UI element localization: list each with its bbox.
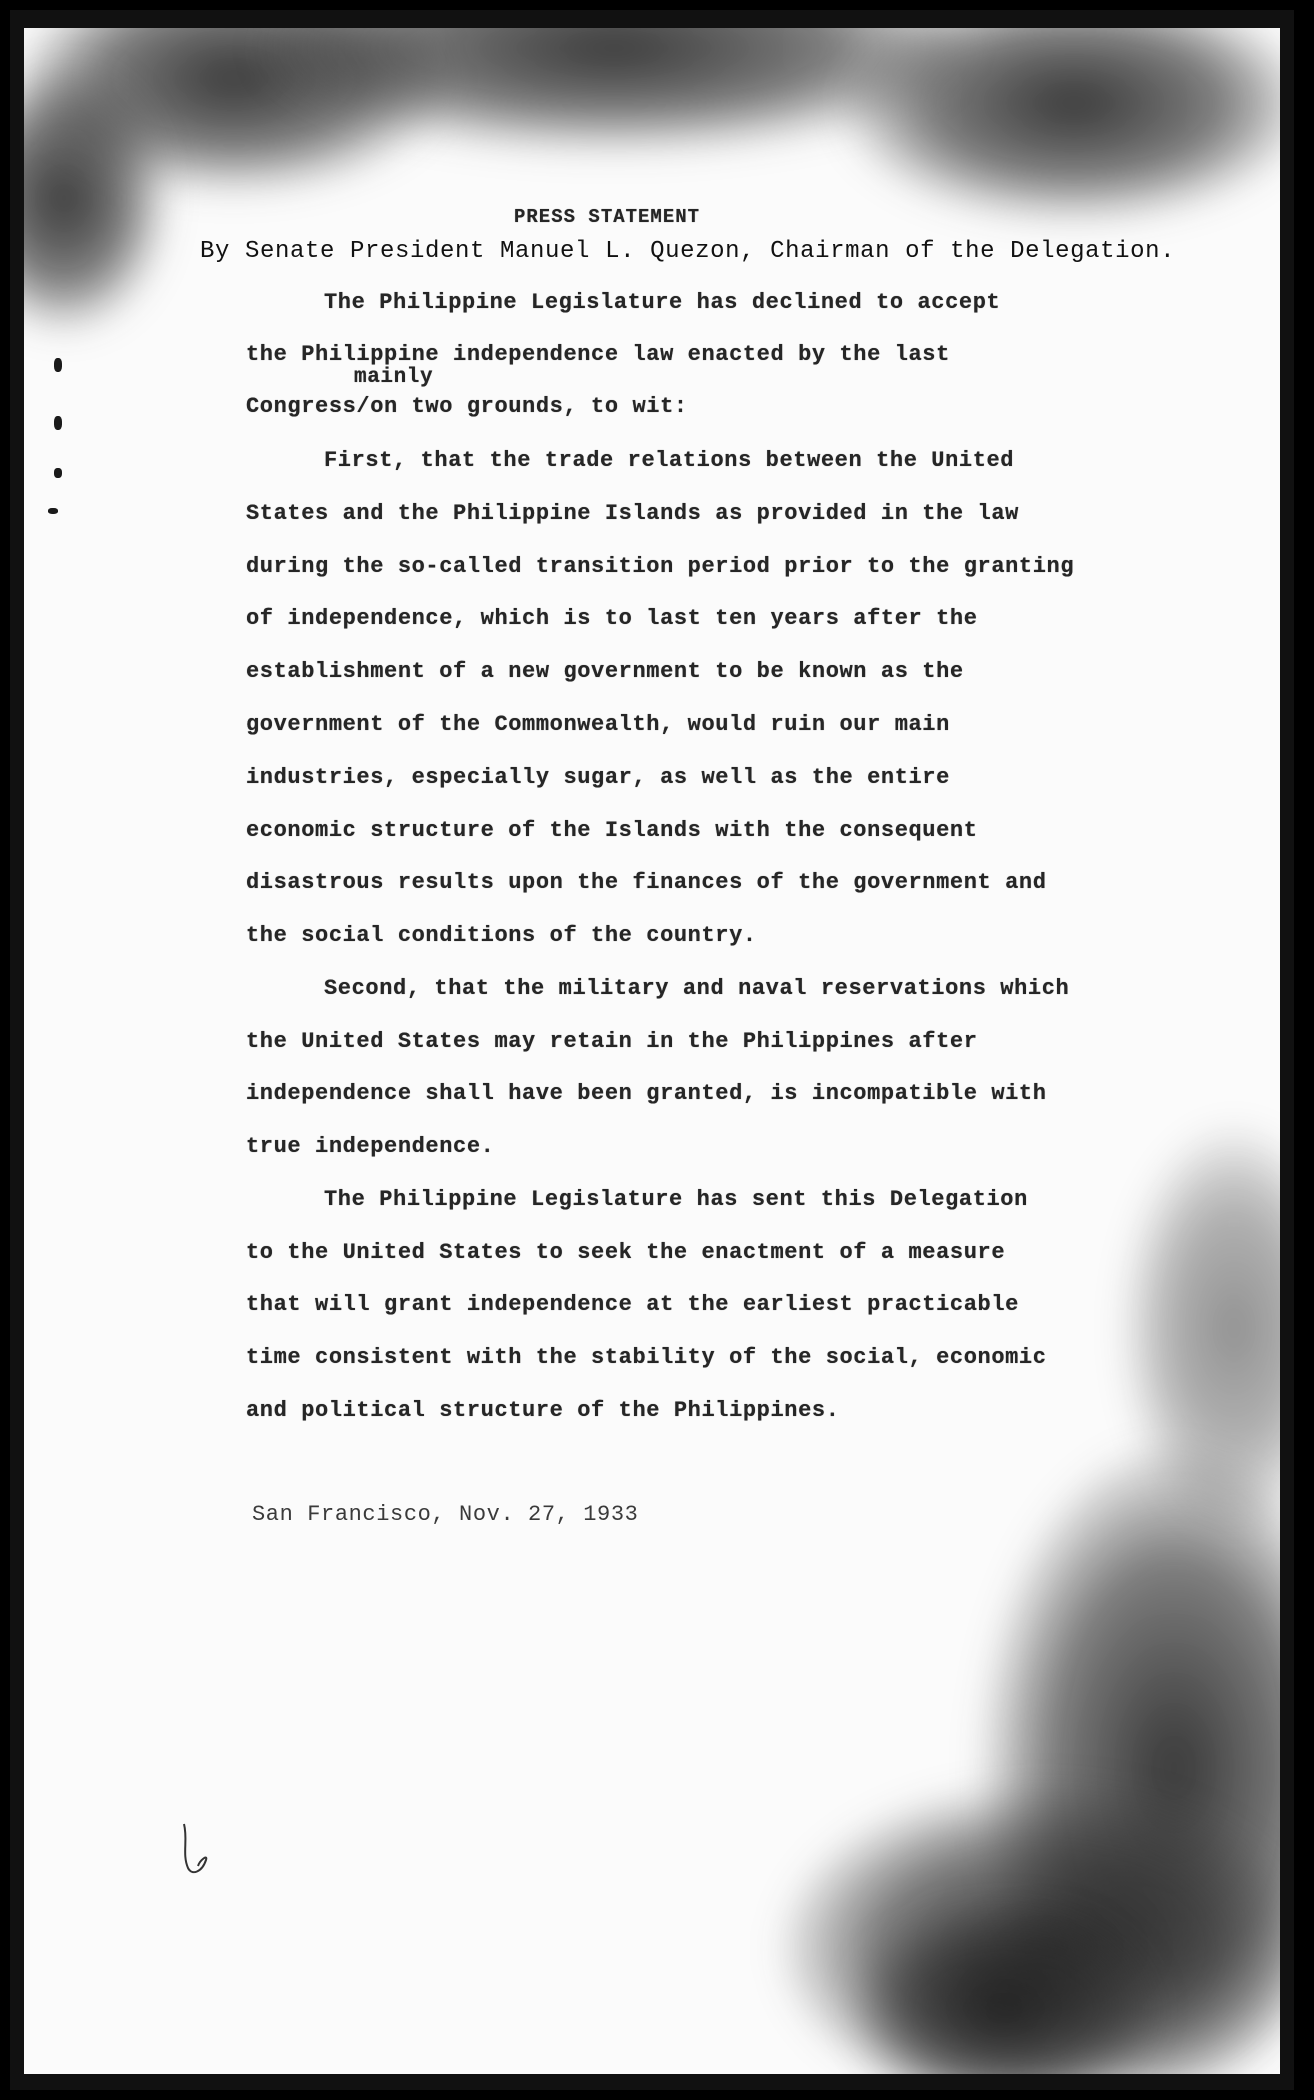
body-line: government of the Commonwealth, would ruin our main bbox=[246, 712, 950, 737]
pencil-mark-icon bbox=[176, 1820, 216, 1880]
body-line: the social conditions of the country. bbox=[246, 923, 757, 948]
handwritten-insertion: mainly bbox=[354, 366, 434, 389]
ink-speck bbox=[54, 358, 62, 372]
body-line: economic structure of the Islands with the consequent bbox=[246, 818, 978, 843]
document-frame bbox=[10, 10, 1294, 2090]
body-line: The Philippine Legislature has declined to accept bbox=[324, 290, 1001, 315]
ink-speck bbox=[48, 508, 58, 514]
body-line: time consistent with the stability of the social, economic bbox=[246, 1345, 1047, 1370]
water-stain bbox=[844, 28, 1280, 218]
body-line: true independence. bbox=[246, 1134, 495, 1159]
body-line: during the so-called transition period prior to the granting bbox=[246, 554, 1075, 579]
body-line: that will grant independence at the earliest practicable bbox=[246, 1292, 1019, 1317]
body-line: the Philippine independence law enacted by the last bbox=[246, 342, 950, 367]
press-statement-heading: PRESS STATEMENT bbox=[514, 206, 701, 228]
body-line: Congress/on two grounds, to wit: bbox=[246, 394, 688, 419]
body-line: disastrous results upon the finances of the government and bbox=[246, 870, 1047, 895]
body-line: the United States may retain in the Philippines after bbox=[246, 1029, 978, 1054]
body-line: of independence, which is to last ten years after the bbox=[246, 606, 978, 631]
body-line: to the United States to seek the enactment of a measure bbox=[246, 1240, 1006, 1265]
ink-speck bbox=[54, 468, 62, 478]
body-line: independence shall have been granted, is incompatible with bbox=[246, 1081, 1047, 1106]
byline: By Senate President Manuel L. Quezon, Chairman of the Delegation. bbox=[200, 238, 1176, 265]
body-line: industries, especially sugar, as well as the entire bbox=[246, 765, 950, 790]
typed-page bbox=[24, 28, 1280, 2074]
ink-speck bbox=[54, 416, 62, 430]
body-line: The Philippine Legislature has sent this Delegation bbox=[324, 1187, 1028, 1212]
body-line: States and the Philippine Islands as provided in the law bbox=[246, 501, 1019, 526]
body-line: and political structure of the Philippines. bbox=[246, 1398, 840, 1423]
body-line: Second, that the military and naval reservations which bbox=[324, 976, 1070, 1001]
dateline: San Francisco, Nov. 27, 1933 bbox=[252, 1502, 639, 1527]
body-line: establishment of a new government to be known as the bbox=[246, 659, 964, 684]
body-line: First, that the trade relations between the United bbox=[324, 448, 1015, 473]
